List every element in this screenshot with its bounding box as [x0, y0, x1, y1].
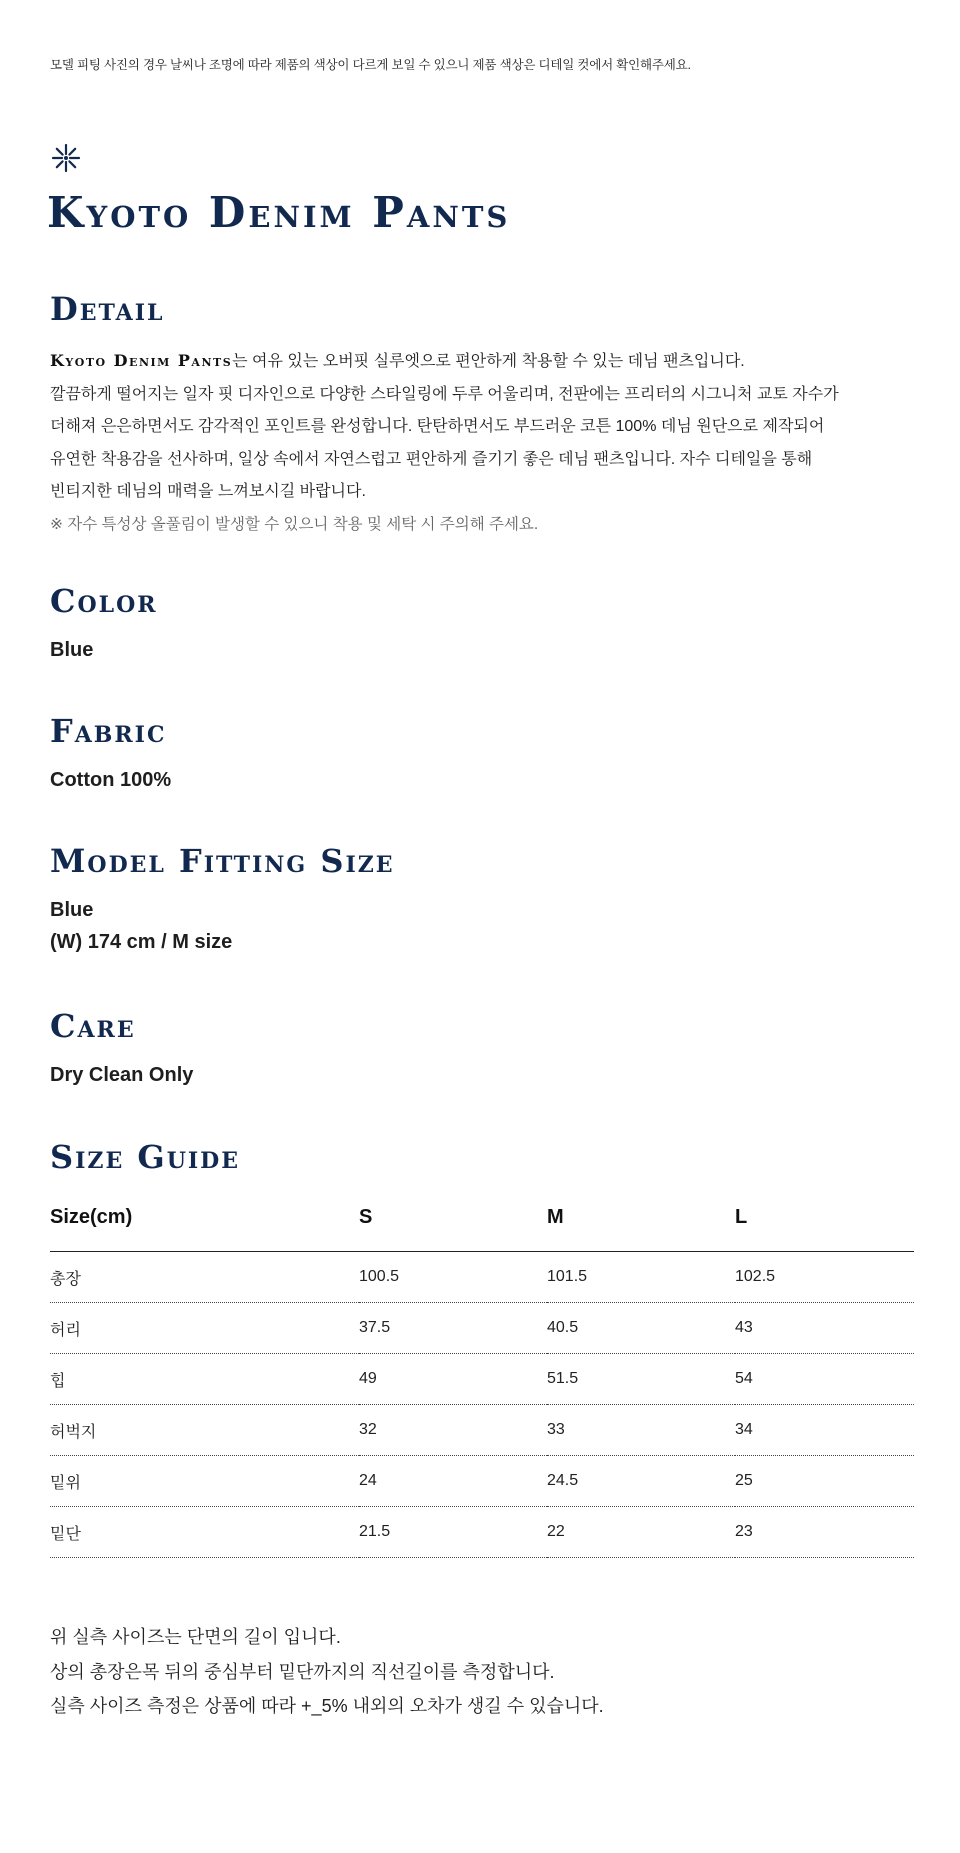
- row-label: 총장: [50, 1252, 359, 1303]
- embroidery-care-note: ※ 자수 특성상 올풀림이 발생할 수 있으니 착용 및 세탁 시 주의해 주세요.: [50, 515, 539, 533]
- color-notice: 모델 피팅 사진의 경우 날씨나 조명에 따라 제품의 색상이 다르게 보일 수 있으니 제품 색상은 디테일 컷에서 확인해주세요.: [50, 58, 691, 72]
- color-value: Blue: [50, 639, 94, 661]
- product-title: Kyoto Denim Pants: [47, 188, 511, 237]
- cell-s: 21.5: [359, 1507, 547, 1558]
- size-guide-table: [50, 1206, 914, 1558]
- care-heading: Care: [50, 1007, 136, 1045]
- model-fitting-heading: Model Fitting Size: [50, 842, 395, 880]
- cell-l: 43: [735, 1303, 914, 1354]
- detail-heading: Detail: [50, 290, 165, 328]
- cell-s: 100.5: [359, 1252, 547, 1303]
- row-label: 밑위: [50, 1456, 359, 1507]
- column-header-m: M: [547, 1206, 735, 1252]
- cell-s: 37.5: [359, 1303, 547, 1354]
- column-header-l: L: [735, 1206, 914, 1252]
- row-label: 밑단: [50, 1507, 359, 1558]
- size-note-3: 실측 사이즈 측정은 상품에 따라 +_5% 내외의 오차가 생길 수 있습니다.: [50, 1696, 604, 1716]
- cell-m: 24.5: [547, 1456, 735, 1507]
- row-label: 허리: [50, 1303, 359, 1354]
- cell-l: 102.5: [735, 1252, 914, 1303]
- cell-l: 54: [735, 1354, 914, 1405]
- color-heading: Color: [50, 582, 158, 620]
- table-row: [50, 1252, 914, 1303]
- column-header-s: S: [359, 1206, 547, 1252]
- detail-line-1-text: 는 여유 있는 오버핏 실루엣으로 편안하게 착용할 수 있는 데님 팬츠입니다.: [232, 353, 745, 370]
- table-row: [50, 1303, 914, 1354]
- asterisk-emblem-icon: [50, 142, 82, 174]
- fabric-heading: Fabric: [50, 712, 167, 750]
- model-fitting-size: (W) 174 cm / M size: [50, 931, 233, 953]
- cell-l: 25: [735, 1456, 914, 1507]
- cell-m: 22: [547, 1507, 735, 1558]
- table-row: [50, 1405, 914, 1456]
- fabric-value: Cotton 100%: [50, 769, 172, 791]
- cell-s: 49: [359, 1354, 547, 1405]
- detail-line-3: 더해져 은은하면서도 감각적인 포인트를 완성합니다. 탄탄하면서도 부드러운 코튼 100% 데님 원단으로 제작되어: [50, 418, 825, 435]
- table-row: [50, 1456, 914, 1507]
- detail-line-2: 깔끔하게 떨어지는 일자 핏 디자인으로 다양한 스타일링에 두루 어울리며, 전판에는 프리터의 시그니처 교토 자수가: [50, 385, 839, 403]
- table-row: [50, 1507, 914, 1558]
- row-label: 힙: [50, 1354, 359, 1405]
- column-header-size: Size(cm): [50, 1206, 359, 1252]
- cell-m: 40.5: [547, 1303, 735, 1354]
- cell-s: 32: [359, 1405, 547, 1456]
- product-name-inline: Kyoto Denim Pants: [50, 351, 233, 370]
- size-table-header-row: [50, 1206, 914, 1252]
- size-guide-notes: [50, 1620, 604, 1724]
- cell-l: 34: [735, 1405, 914, 1456]
- table-row: [50, 1354, 914, 1405]
- row-label: 허벅지: [50, 1405, 359, 1456]
- detail-line-4: 유연한 착용감을 선사하며, 일상 속에서 자연스럽고 편안하게 즐기기 좋은 데님 팬츠입니다. 자수 디테일을 통해: [50, 450, 813, 468]
- size-note-1: 위 실측 사이즈는 단면의 길이 입니다.: [50, 1627, 341, 1647]
- detail-line-1: [50, 345, 870, 379]
- cell-m: 101.5: [547, 1252, 735, 1303]
- cell-s: 24: [359, 1456, 547, 1507]
- cell-m: 33: [547, 1405, 735, 1456]
- size-guide-heading: Size Guide: [50, 1138, 241, 1176]
- size-note-2: 상의 총장은목 뒤의 중심부터 밑단까지의 직선길이를 측정합니다.: [50, 1661, 555, 1682]
- cell-m: 51.5: [547, 1354, 735, 1405]
- detail-line-5: 빈티지한 데님의 매력을 느껴보시길 바랍니다.: [50, 483, 366, 500]
- cell-l: 23: [735, 1507, 914, 1558]
- detail-description: [50, 345, 870, 541]
- model-fitting-color: Blue: [50, 899, 94, 921]
- care-value: Dry Clean Only: [50, 1064, 194, 1086]
